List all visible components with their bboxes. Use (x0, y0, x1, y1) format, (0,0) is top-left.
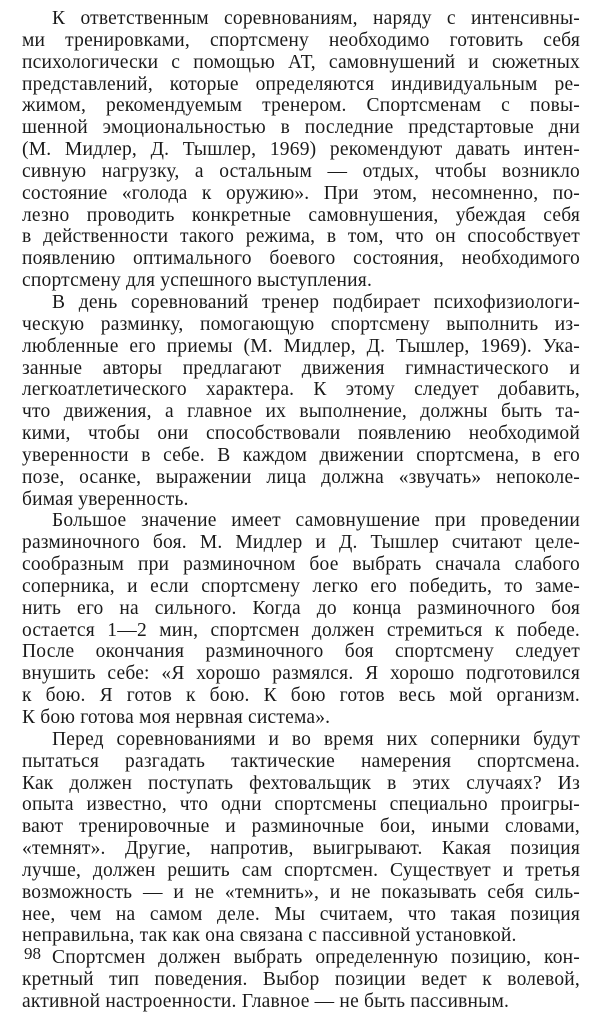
text-line: нее, чем на самом деле. Мы считаем, что такая позиция (22, 903, 580, 925)
text-line: позе, осанке, выражении лица должна «звучать» непоколе- (22, 466, 580, 488)
text-line: появлению оптимального боевого состояния, необходимого (22, 248, 580, 270)
text-line: психологически с помощью АТ, самовнушений и сюжетных (22, 51, 580, 73)
text-line: К бою готова моя нервная система». (22, 707, 331, 728)
text-line: шенной эмоциональностью в последние предстартовые дни (22, 117, 580, 139)
text-line: пытаться разгадать тактические намерения спортсмена. (22, 750, 580, 772)
text-line: нить его на сильного. Когда до конца разминочного боя (22, 597, 580, 619)
page-number: 98 (24, 944, 41, 963)
text-line: В день соревнований тренер подбирает психофизиологи- (52, 291, 580, 313)
text-line: Как должен поступать фехтовальщик в этих случаях? Из (22, 772, 580, 794)
text-line: спортсмену для успешного выступления. (22, 270, 373, 292)
text-line: кретный тип поведения. Выбор позиции ведет к волевой, (22, 969, 580, 991)
text-line: легкоатлетического характера. К этому следует добавить, (22, 379, 580, 401)
book-page (22, 8, 580, 1013)
text-line: представлений, которые определяются индивидуальным ре- (22, 73, 580, 95)
text-line: «темнят». Другие, напротив, выигрывают. Какая позиция (22, 838, 580, 860)
text-line: жимом, рекомендуемым тренером. Спортсменам с повы- (22, 95, 580, 117)
text-line: сообразным при разминочном бое выбрать сначала слабого (22, 554, 580, 576)
text-line: бимая уверенность. (22, 488, 189, 510)
text-line: (М. Мидлер, Д. Тышлер, 1969) рекомендуют давать интен- (22, 139, 580, 161)
paragraph-5 (22, 947, 580, 1013)
paragraph-1 (22, 8, 580, 292)
text-line: опыта известно, что одни спортсмены специально проигры- (22, 794, 580, 816)
text-line: сивную нагрузку, а остальным — отдых, чтобы возникло (22, 160, 580, 182)
text-line: Спортсмен должен выбрать определенную позицию, кон- (52, 947, 580, 969)
text-line: к бою. Я готов к бою. К бою готов весь мой организм. (22, 685, 580, 707)
paragraph-3 (22, 510, 580, 728)
text-line: занные авторы предлагают движения гимнастического и (22, 357, 580, 379)
text-line: в действенности такого режима, в том, что он способствует (22, 226, 580, 248)
text-line: внушить себе: «Я хорошо размялся. Я хорошо подготовился (22, 663, 580, 685)
text-line: неправильна, так как она связана с пассивной установкой. (22, 925, 517, 947)
paragraph-2 (22, 292, 580, 510)
text-line: Большое значение имеет самовнушение при проведении (52, 510, 580, 532)
text-line: кими, чтобы они способствовали появлению необходимой (22, 423, 580, 445)
text-line: лучше, должен решить сам спортсмен. Существует и третья (22, 859, 580, 881)
text-line: Перед соревнованиями и во время них соперники будут (52, 728, 580, 750)
text-line: вают тренировочные и разминочные бои, иными словами, (22, 816, 580, 838)
text-line: любленные его приемы (М. Мидлер, Д. Тышлер, 1969). Ука- (22, 335, 580, 357)
text-line: возможность — и не «темнить», и не показывать себя силь- (22, 881, 580, 903)
text-line: ческую разминку, помогающую спортсмену выполнить из- (22, 313, 580, 335)
text-line: лезно проводить конкретные самовнушения, убеждая себя (22, 204, 580, 226)
text-line: К ответственным соревнованиям, наряду с интенсивны- (52, 8, 580, 29)
text-line: разминочного боя. М. Мидлер и Д. Тышлер считают целе- (22, 532, 580, 554)
paragraph-4 (22, 729, 580, 947)
text-line: остается 1—2 мин, спортсмен должен стремиться к победе. (22, 619, 580, 641)
text-line: соперника, и если спортсмену легко его победить, то заме- (22, 575, 580, 597)
text-line: После окончания разминочного боя спортсмену следует (22, 641, 580, 663)
text-line: что движения, а главное их выполнение, должны быть та- (22, 401, 580, 423)
text-line: ми тренировками, спортсмену необходимо готовить себя (22, 29, 580, 51)
text-line: активной настроенности. Главное — не быть пассивным. (22, 990, 510, 1012)
text-line: уверенности в себе. В каждом движении спортсмена, в его (22, 444, 580, 466)
text-line: состояние «голода к оружию». При этом, несомненно, по- (22, 182, 580, 204)
